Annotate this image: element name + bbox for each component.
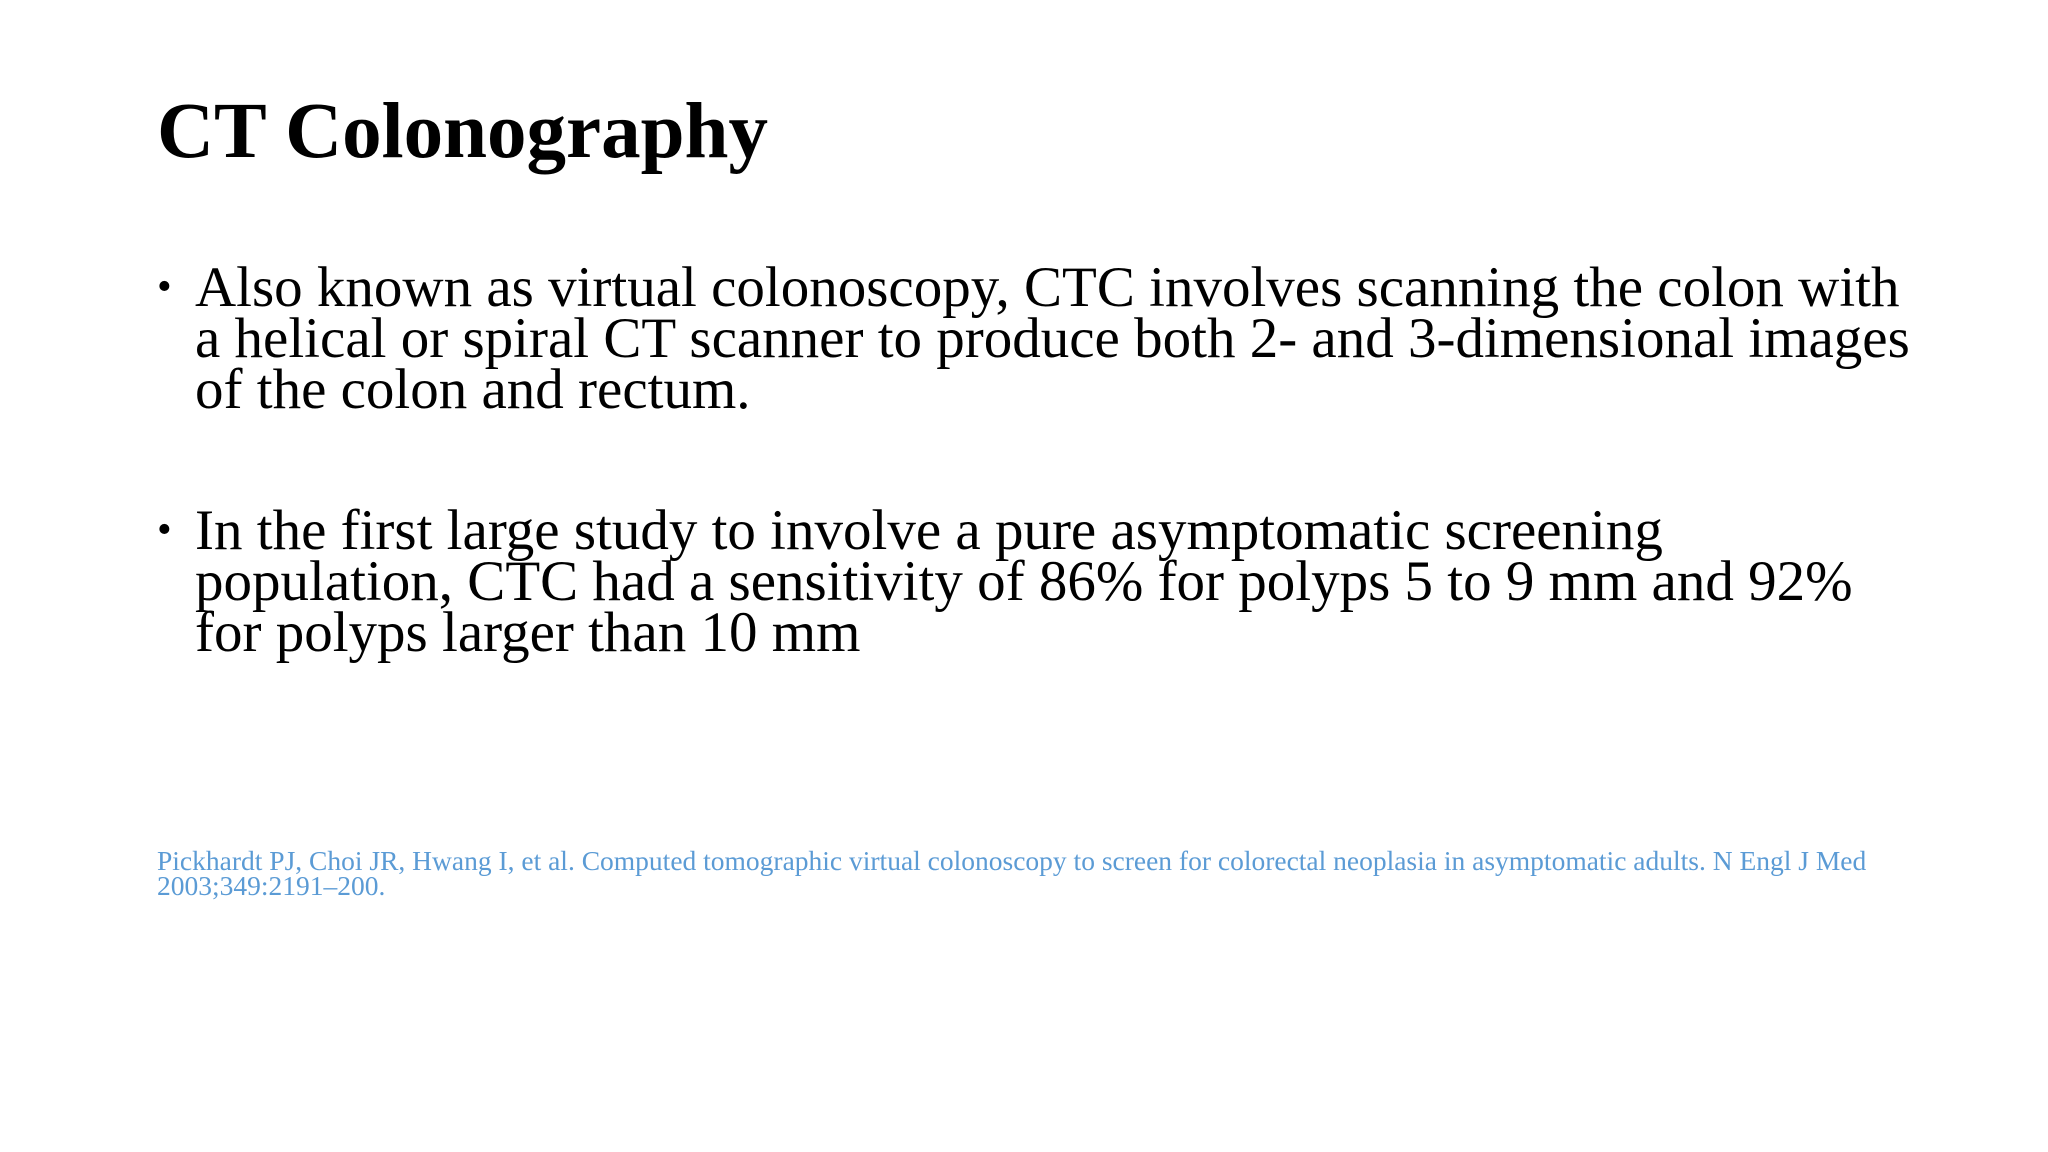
bullet-item [157,499,1917,664]
citation-reference: Pickhardt PJ, Choi JR, Hwang I, et al. Computed tomographic virtual colonoscopy to screen for colorectal neoplasia in asymptomatic adults. N Engl J Med 2003;349:2191–200. [157,845,1867,901]
bullet-text: Also known as virtual colonoscopy, CTC involves scanning the colon with a helical or spiral CT scanner to produce both 2- and 3-dimensional images of the colon and rectum. [195,256,1910,421]
bullet-list [157,256,1917,664]
bullet-item [157,256,1917,421]
bullet-icon: • [157,264,172,310]
bullet-text: In the first large study to involve a pure asymptomatic screening population, CTC had a sensitivity of 86% for polyps 5 to 9 mm and 92% for polyps larger than 10 mm [195,499,1853,664]
slide-title: CT Colonography [157,88,768,175]
bullet-icon: • [157,507,172,553]
